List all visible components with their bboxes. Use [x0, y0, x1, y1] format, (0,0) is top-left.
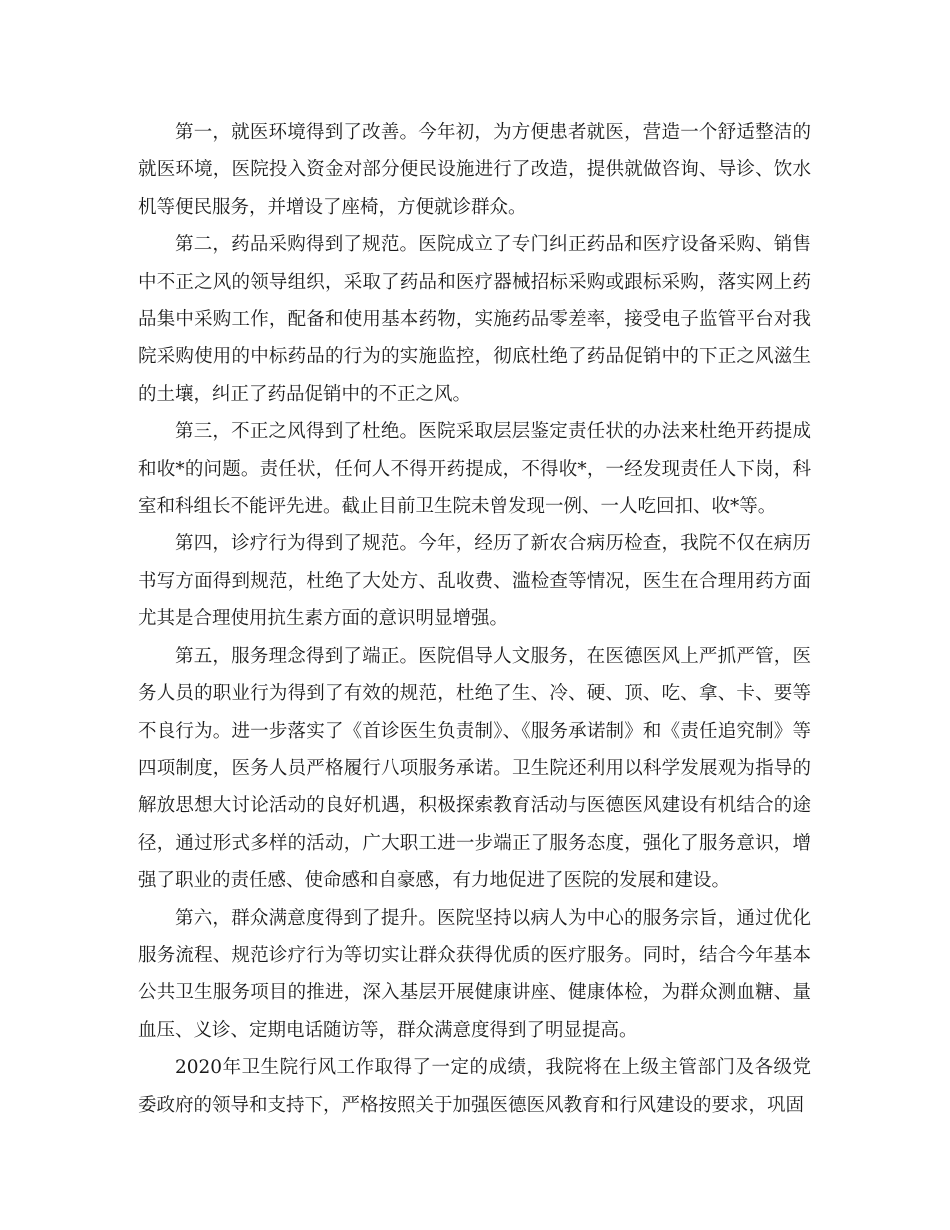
paragraph-6: 第六，群众满意度得到了提升。医院坚持以病人为中心的服务宗旨，通过优化服务流程、规范诊疗行为等切实让群众获得优质的医疗服务。同时，结合今年基本公共卫生服务项目的推进，深入基层开展健康讲座、健康体检，为群众测血糖、量血压、义诊、定期电话随访等，群众满意度得到了明显提高。 — [138, 907, 811, 1041]
paragraph-7: 2020年卫生院行风工作取得了一定的成绩，我院将在上级主管部门及各级党委政府的领导和支持下，严格按照关于加强医德医风教育和行风建设的要求，巩固 — [138, 1057, 811, 1116]
document-body — [138, 114, 811, 1124]
paragraph-3: 第三，不正之风得到了杜绝。医院采取层层鉴定责任状的办法来杜绝开药提成和收*的问题。责任状，任何人不得开药提成，不得收*，一经发现责任人下岗，科室和科组长不能评先进。截止目前卫生院未曾发现一例、一人吃回扣、收*等。 — [138, 421, 811, 518]
paragraph-2: 第二，药品采购得到了规范。医院成立了专门纠正药品和医疗设备采购、销售中不正之风的领导组织，采取了药品和医疗器械招标采购或跟标采购，落实网上药品集中采购工作，配备和使用基本药物，实施药品零差率，接受电子监管平台对我院采购使用的中标药品的行为的实施监控，彻底杜绝了药品促销中的下正之风滋生的土壤，纠正了药品促销中的不正之风。 — [138, 234, 811, 405]
paragraph-4: 第四，诊疗行为得到了规范。今年，经历了新农合病历检查，我院不仅在病历书写方面得到规范，杜绝了大处方、乱收费、滥检查等情况，医生在合理用药方面尤其是合理使用抗生素方面的意识明显增强。 — [138, 533, 811, 630]
paragraph-5: 第五，服务理念得到了端正。医院倡导人文服务，在医德医风上严抓严管，医务人员的职业行为得到了有效的规范，杜绝了生、冷、硬、顶、吃、拿、卡、要等不良行为。进一步落实了《首诊医生负责制》、《服务承诺制》和《责任追究制》等四项制度，医务人员严格履行八项服务承诺。卫生院还利用以科学发展观为指导的解放思想大讨论活动的良好机遇，积极探索教育活动与医德医风建设有机结合的途径，通过形式多样的活动，广大职工进一步端正了服务态度，强化了服务意识，增强了职业的责任感、使命感和自豪感，有力地促进了医院的发展和建设。 — [138, 645, 811, 892]
paragraph-1: 第一，就医环境得到了改善。今年初，为方便患者就医，营造一个舒适整洁的就医环境，医院投入资金对部分便民设施进行了改造，提供就做咨询、导诊、饮水机等便民服务，并增设了座椅，方便就诊群众。 — [138, 122, 811, 218]
